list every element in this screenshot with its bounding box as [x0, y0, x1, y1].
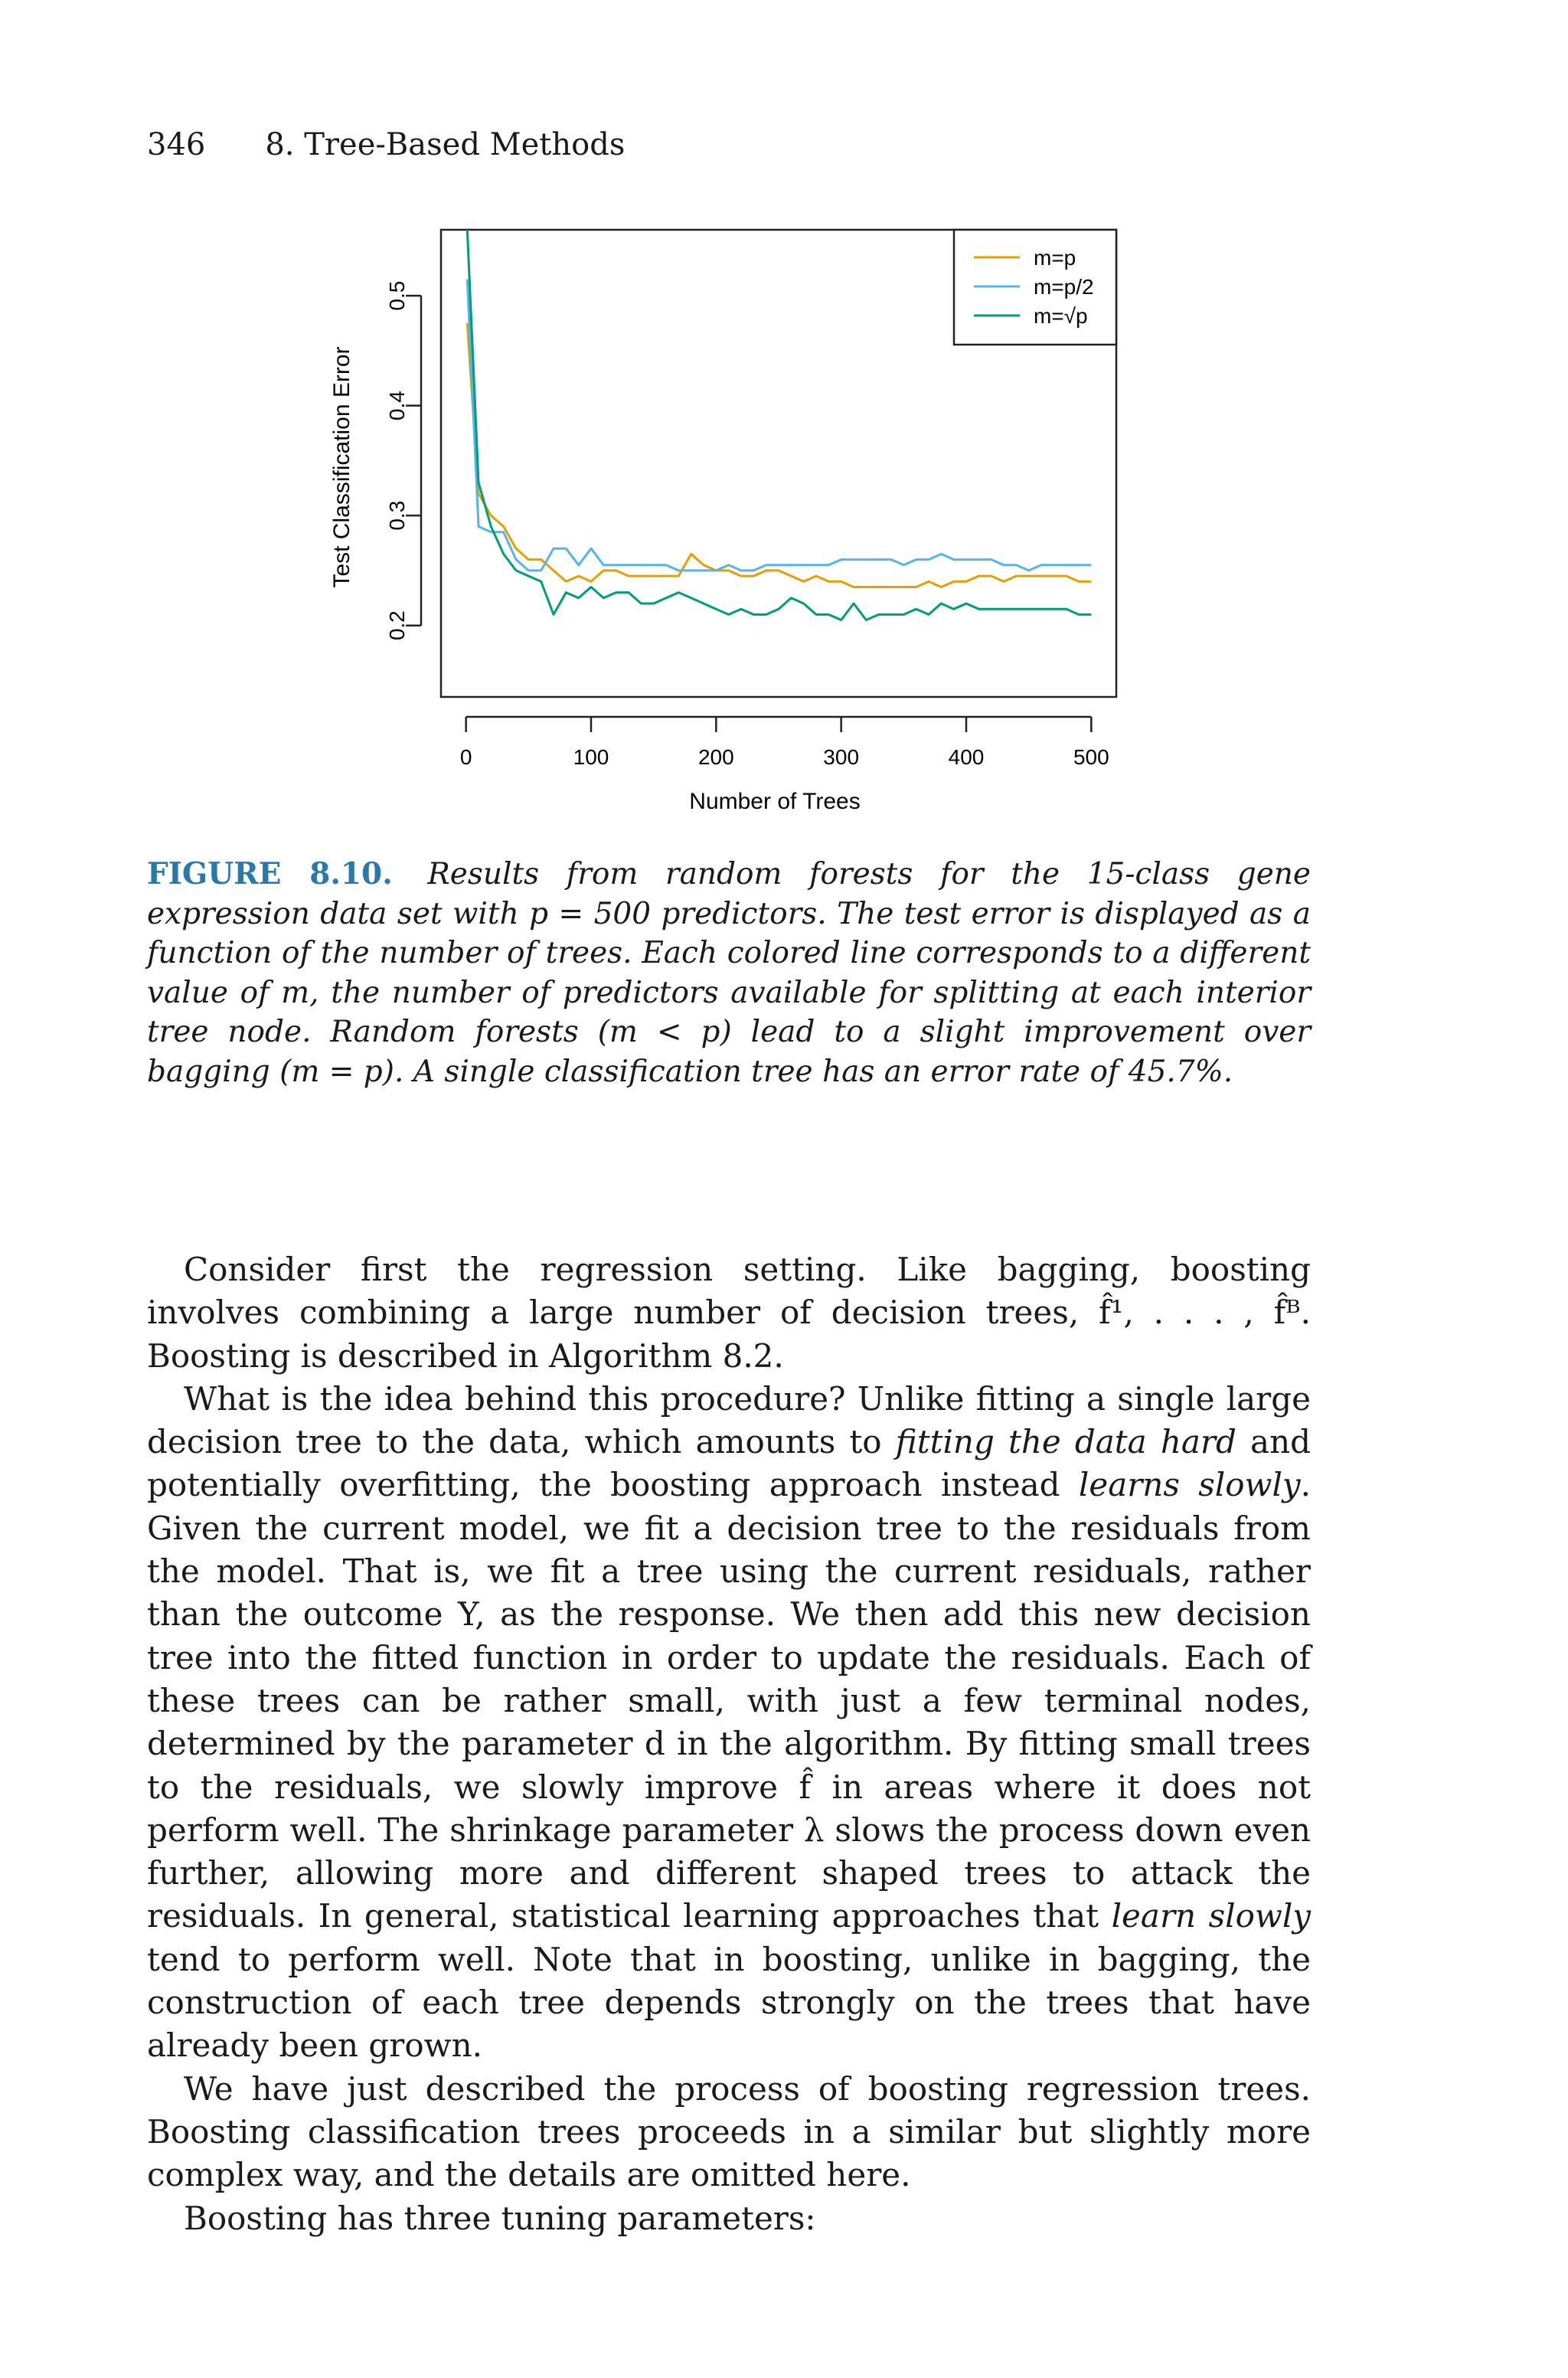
x-tick-label: 500	[1073, 745, 1109, 769]
emphasis: learns slowly	[1078, 1466, 1301, 1504]
x-tick-label: 100	[573, 745, 609, 769]
emphasis: learn slowly	[1111, 1897, 1311, 1935]
paragraph-4: Boosting has three tuning parameters:	[184, 2199, 816, 2237]
body-text	[147, 1248, 1311, 2240]
legend-label: m=p/2	[1034, 275, 1094, 299]
emphasis: fitting the data hard	[895, 1423, 1236, 1461]
x-tick-label: 400	[948, 745, 985, 769]
x-tick-label: 0	[459, 745, 472, 769]
figure-label: FIGURE 8.10.	[147, 856, 393, 891]
legend-label: m=√p	[1034, 304, 1088, 328]
figure-caption	[147, 855, 1311, 1092]
legend	[954, 230, 1116, 345]
x-tick-label: 200	[697, 745, 734, 769]
y-tick-label: 0.3	[385, 500, 409, 531]
error-chart	[306, 207, 1148, 835]
legend-label: m=p	[1034, 246, 1076, 270]
y-tick-label: 0.2	[385, 610, 409, 641]
paragraph-2: What is the idea behind this procedure? Unlike fitting a single large decision tree to the data, which amounts to fitting the data hard and potentially overfitting, the boosting approach instead learns slowly. Given the current model, we fit a decision tree to the residuals from the model. That is, we fit a tree using the current residuals, rather than the outcome Y, as the response. We then add this new decision tree into the fitted function in order to update the residuals. Each of these trees can be rather small, with just a few terminal nodes, determined by the parameter d in the algorithm. By fitting small trees to the residuals, we slowly improve f̂ in areas where it does not perform well. The shrinkage parameter λ slows the process down even further, allowing more and different shaped trees to attack the residuals. In general, statistical learning approaches that learn slowly tend to perform well. Note that in boosting, unlike in bagging, the construction of each tree depends strongly on the trees that have already been grown.	[147, 1379, 1312, 2065]
y-tick-label: 0.5	[385, 280, 409, 311]
y-tick-label: 0.4	[385, 391, 409, 421]
running-header	[147, 127, 625, 162]
x-tick-label: 300	[823, 745, 860, 769]
paragraph-3: We have just described the process of boosting regression trees. Boosting classification trees proceeds in a similar but slightly more complex way, and the details are omitted here.	[147, 2069, 1311, 2194]
y-axis-label: Test Classification Error	[329, 346, 354, 588]
paragraph-1: Consider first the regression setting. Like bagging, boosting involves combining a large number of decision trees, f̂¹, . . . , f̂ᴮ. Boosting is described in Algorithm 8.2.	[147, 1251, 1311, 1375]
caption-text: Results from random forests for the 15-class gene expression data set with p = 500 predictors. The test error is displayed as a function of the number of trees. Each colored line corresponds to a different value of m, the number of predictors available for splitting at each interior tree node. Random forests (m < p) lead to a slight improvement over bagging (m = p). A single classification tree has an error rate of 45.7%.	[147, 857, 1311, 1089]
x-axis-label: Number of Trees	[689, 789, 861, 814]
chapter-title: 8. Tree-Based Methods	[265, 127, 626, 162]
page-number: 346	[147, 127, 206, 162]
